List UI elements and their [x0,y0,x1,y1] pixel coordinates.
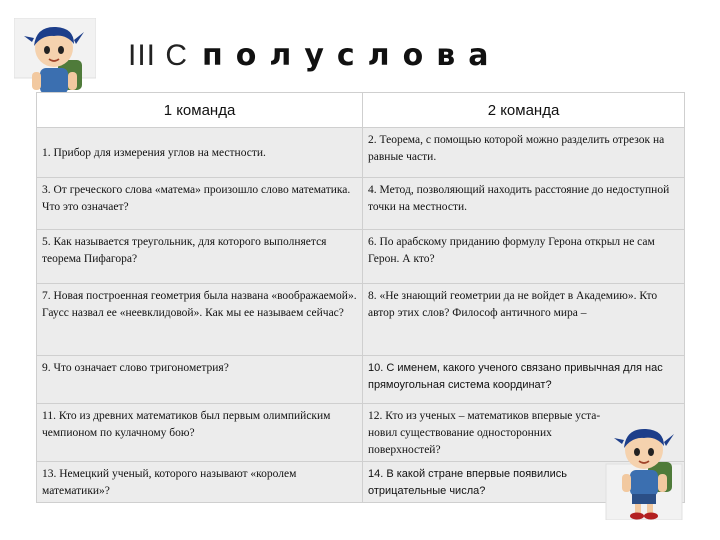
title-prefix: III С [128,39,189,72]
header-team2: 2 команда [363,93,685,128]
header-team1: 1 команда [37,93,363,128]
question-cell: 10. С именем, какого ученого связано привычная для нас прямоугольная система координат? [363,356,685,404]
question-cell: 6. По арабскому приданию формулу Герона открыл не сам Герон. А кто? [363,230,685,284]
table-row [37,284,685,356]
table-row [37,128,685,178]
question-cell: 2. Теорема, с помощью которой можно разделить отрезок на равные части. [363,128,685,178]
table-row [37,230,685,284]
table-row [37,178,685,230]
quiz-table [36,92,685,503]
title-main: полуслова [202,38,502,73]
mascot-illustration-bottom [604,420,684,520]
question-cell: 11. Кто из древних математиков был первым олимпийским чемпионом по кулачному бою? [37,404,363,462]
question-cell: 12. Кто из ученых – математиков впервые уста-новил существование односторонних поверхностей? [363,404,685,462]
page-title [128,38,501,78]
table-row [37,462,685,503]
question-cell: 8. «Не знающий геометрии да не войдет в Академию». Кто автор этих слов? Философ античного мира – [363,284,685,356]
table-row [37,404,685,462]
table-row [37,356,685,404]
question-cell: 4. Метод, позволяющий находить расстояние до недоступной точки на местности. [363,178,685,230]
question-cell: 14. В какой стране впервые появились отрицательные числа? [363,462,685,503]
question-cell: 3. От греческого слова «матема» произошло слово математика. Что это означает? [37,178,363,230]
question-cell: 9. Что означает слово тригонометрия? [37,356,363,404]
question-cell: 13. Немецкий ученый, которого называют «королем математики»? [37,462,363,503]
question-cell: 7. Новая построенная геометрия была названа «воображаемой». Гаусс назвал ее «неевклидовой». Как мы ее называем сейчас? [37,284,363,356]
table-header-row [37,93,685,128]
question-cell: 5. Как называется треугольник, для которого выполняется теорема Пифагора? [37,230,363,284]
question-cell: 1. Прибор для измерения углов на местности. [37,128,363,178]
